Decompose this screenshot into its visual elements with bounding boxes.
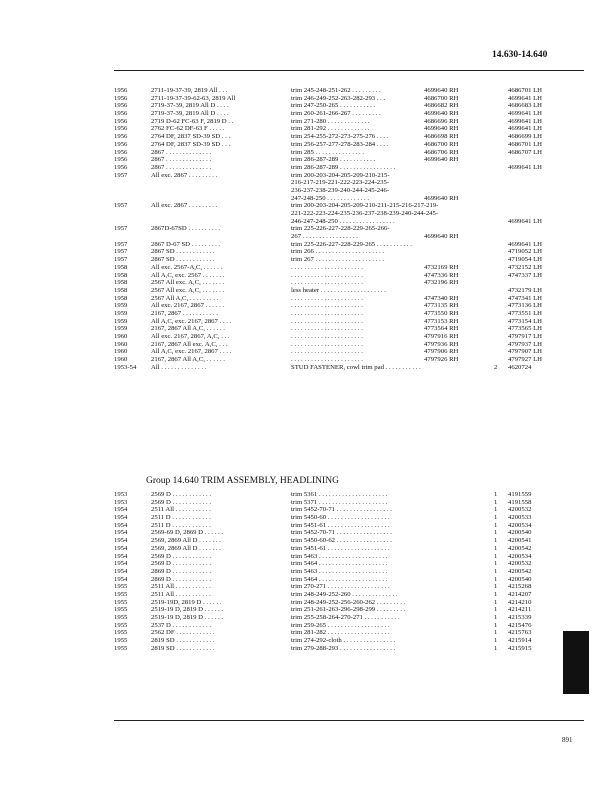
description-cell: 2867 SD . . . . . . . . . . . . [151, 248, 215, 256]
part-number-cell: 4797937 LH [508, 340, 542, 348]
part-number-cell: 4200533 [508, 514, 532, 522]
trim-cell: 267 . . . . . . . . . . . . . . . . . [291, 233, 358, 241]
year-cell: 1954 [114, 544, 128, 552]
trim-cell: trim 5464 . . . . . . . . . . . . . . . . . . . . . [291, 560, 388, 568]
description-cell: 2867 D-67 SD . . . . . . . . . [151, 240, 221, 248]
trim-cell: . . . . . . . . . . . . . . . . . . . . . . [291, 317, 363, 325]
trim-cell: . . . . . . . . . . . . . . . . . . . . . . [291, 271, 363, 279]
part-number-cell: 4686701 LH [508, 140, 542, 148]
code-cell: 4699640 RH [424, 125, 459, 133]
description-cell: 2519-19D, 2819 D . . . . . . [151, 598, 222, 606]
trim-cell: trim 267 . . . . . . . . . . . . . . . . . . . . . [291, 256, 385, 264]
trim-cell: trim 274-292-cloth . . . . . . . . . . . . . . . . [291, 637, 396, 645]
trim-cell: . . . . . . . . . . . . . . . . . . . . . . [291, 279, 363, 287]
trim-cell: trim 248-249-252-260 . . . . . . . . . . . . . . [291, 590, 398, 598]
trim-cell: trim 271-280 . . . . . . . . . . . . . [291, 117, 370, 125]
year-cell: 1955 [114, 606, 128, 614]
trim-cell: 246-247-248-250 . . . . . . . . . . . . . . . . . [291, 217, 395, 225]
qty-cell: 1 [494, 644, 498, 652]
qty-cell: 1 [494, 583, 498, 591]
trim-cell: trim 286-287-289 . . . . . . . . . . . . . . . . . [291, 163, 396, 171]
part-number-cell: 4699641 LH [508, 94, 542, 102]
description-cell: 2567 All A,C, . . . . . . . . . [151, 294, 219, 302]
description-cell: All exc. 2867 . . . . . . . . . [151, 171, 218, 179]
trim-cell: . . . . . . . . . . . . . . . . . . . . . . [291, 309, 363, 317]
description-cell: 2869 D . . . . . . . . . . . . [151, 567, 212, 575]
code-cell: 4773564 RH [424, 325, 459, 333]
trim-cell: trim 246-249-252-263-282-293 . . . [291, 94, 386, 102]
description-cell: 2569, 2869 All D . . . . . . . [151, 537, 221, 545]
description-cell: 2869 D . . . . . . . . . . . . [151, 575, 212, 583]
year-cell: 1955 [114, 644, 128, 652]
trim-cell: . . . . . . . . . . . . . . . . . . . . . . [291, 325, 363, 333]
part-number-cell: 4215268 [508, 583, 532, 591]
description-cell: All exc. 2167, 2867 . . . . . . [151, 302, 224, 310]
description-cell: 2867 . . . . . . . . . . . . . . [151, 156, 212, 164]
year-cell: 1957 [114, 240, 128, 248]
year-cell: 1956 [114, 163, 128, 171]
code-cell: 4797936 RH [424, 340, 459, 348]
year-cell: 1956 [114, 110, 128, 118]
qty-cell: 1 [494, 567, 498, 575]
description-cell: 2569 D . . . . . . . . . . . . [151, 560, 212, 568]
code-cell: 4686682 RH [424, 102, 459, 110]
year-cell: 1954 [114, 529, 128, 537]
code-cell: 4699640 RH [424, 233, 459, 241]
year-cell: 1955 [114, 621, 128, 629]
trim-cell: trim 5451-61 . . . . . . . . . . . . . . . . . . . [291, 521, 390, 529]
trim-cell: 221-222-223-224-235-236-237-238-239-240-244-245- [291, 210, 439, 217]
year-cell: 1954 [114, 521, 128, 529]
trim-cell: trim 5450-60-62 . . . . . . . . . . . . . . . . . [291, 537, 392, 545]
year-cell: 1956 [114, 117, 128, 125]
code-cell: 4686696 RH [424, 117, 459, 125]
year-cell: 1954 [114, 506, 128, 514]
part-number-cell: 4214211 [508, 606, 532, 614]
code-cell: 4732169 RH [424, 263, 459, 271]
code-cell: 4686706 RH [424, 148, 459, 156]
qty-cell: 1 [494, 598, 498, 606]
trim-cell: trim 255-258-264-270-271 . . . . . . . . . . . [291, 614, 400, 621]
description-cell: 2867 . . . . . . . . . . . . . . [151, 148, 212, 156]
year-cell: 1958 [114, 294, 128, 302]
part-number-cell: 4215914 [508, 637, 532, 645]
trim-cell: trim 225-226-227-228-229-265 . . . . . . . . . . . [291, 240, 412, 248]
part-number-cell: 4686707 LH [508, 148, 542, 156]
description-cell: All A,C, exc. 2167, 2867 . . . . [151, 317, 232, 325]
part-number-cell: 4200542 [508, 567, 532, 575]
trim-cell: 236-237-238-239-240-244-245-246- [291, 186, 390, 194]
trim-cell: . . . . . . . . . . . . . . . . . . . . . . [291, 294, 363, 302]
trim-cell: trim 286-287-289 . . . . . . . . . . . [291, 156, 376, 164]
year-cell: 1956 [114, 125, 128, 133]
code-cell: 4797926 RH [424, 356, 459, 364]
description-cell: 2711-19-37-39-62-63, 2819 All [151, 94, 236, 102]
description-cell: 2764 DF, 2837 SD-39 SD . . . [151, 140, 231, 148]
description-cell: 2567 All exc. A,C, . . . . . . . [151, 286, 225, 294]
qty-cell: 1 [494, 575, 498, 583]
description-cell: 2511 All . . . . . . . . . . . [151, 583, 211, 591]
year-cell: 1955 [114, 598, 128, 606]
part-number-cell: 4200540 [508, 575, 532, 583]
year-cell: 1960 [114, 348, 128, 356]
year-cell: 1956 [114, 140, 128, 148]
qty-cell: 1 [494, 514, 498, 522]
trim-cell: trim 5371 . . . . . . . . . . . . . . . . . . . . . [291, 498, 388, 506]
description-cell: 2719-37-39, 2819 All D . . . . [151, 110, 229, 118]
part-number-cell: 4200532 [508, 560, 532, 568]
year-cell: 1956 [114, 94, 128, 102]
part-number-cell: 4215915 [508, 644, 532, 652]
year-cell: 1955 [114, 583, 128, 591]
trim-cell: 216-217-219-221-222-223-224-235- [291, 179, 390, 187]
trim-cell: less heater . . . . . . . . . . . . . . . . . . . . [291, 286, 386, 294]
year-cell: 1959 [114, 325, 128, 333]
code-cell: 4797916 RH [424, 333, 459, 340]
qty-cell: 1 [494, 537, 498, 545]
description-cell: 2519-19 D, 2819 D . . . . . . [151, 606, 224, 614]
code-cell: 4747340 RH [424, 294, 459, 302]
part-number-cell: 4773565 LH [508, 325, 542, 333]
trim-cell: . . . . . . . . . . . . . . . . . . . . . . [291, 348, 363, 356]
year-cell: 1953 [114, 498, 128, 506]
year-cell: 1957 [114, 171, 128, 179]
year-cell: 1956 [114, 156, 128, 164]
part-number-cell: 4686699 LH [508, 133, 542, 141]
qty-cell: 1 [494, 606, 498, 614]
description-cell: 2719 D-62 FC-63 F, 2819 D . . [151, 117, 234, 125]
year-cell: 1957 [114, 202, 128, 210]
description-cell: 2167, 2867 All A,C, . . . . . . [151, 356, 225, 364]
top-rule [114, 70, 584, 71]
description-cell: 2511 All . . . . . . . . . . . [151, 590, 211, 598]
description-cell: 2569 D . . . . . . . . . . . . [151, 552, 212, 560]
year-cell: 1960 [114, 340, 128, 348]
description-cell: 2867 . . . . . . . . . . . . . . [151, 163, 212, 171]
part-number-cell: 4200534 [508, 552, 532, 560]
year-cell: 1956 [114, 102, 128, 110]
trim-cell: trim 259-265 . . . . . . . . . . . . . . . . . . . [291, 621, 390, 629]
code-cell: 4747336 RH [424, 271, 459, 279]
part-number-cell: 4191559 [508, 491, 532, 498]
code-cell: 4773135 RH [424, 302, 459, 310]
trim-cell: . . . . . . . . . . . . . . . . . . . . . . [291, 302, 363, 310]
bottom-rule [114, 720, 584, 721]
part-number-cell: 4699641 LH [508, 163, 542, 171]
trim-cell: trim 5452-70-71 . . . . . . . . . . . . . . . . . [291, 529, 392, 537]
part-number-cell: 4215339 [508, 614, 532, 621]
description-cell: All exc. 2567-A,C, . . . . . . [151, 263, 223, 271]
part-number-cell: 4620724 [508, 363, 532, 371]
trim-cell: . . . . . . . . . . . . . . . . . . . . . . [291, 356, 363, 364]
description-cell: 2819 SD . . . . . . . . . . . . [151, 644, 215, 652]
trim-cell: trim 200-203-204-205-209-210-215- [291, 171, 390, 179]
page-header-range: 14.630-14.640 [492, 50, 548, 60]
part-number-cell: 4200542 [508, 544, 532, 552]
description-cell: 2867 SD . . . . . . . . . . . . [151, 256, 215, 264]
part-number-cell: 4215763 [508, 629, 532, 637]
description-cell: 2511 D . . . . . . . . . . . . [151, 521, 211, 529]
year-cell: 1956 [114, 133, 128, 141]
description-cell: 2762 FC-62 DF-63 F . . . . . [151, 125, 225, 133]
part-number-cell: 4686701 LH [508, 87, 542, 94]
year-cell: 1954 [114, 552, 128, 560]
trim-cell: trim 266 . . . . . . . . . . . . . . . . . . . . . [291, 248, 385, 256]
qty-cell: 1 [494, 529, 498, 537]
year-cell: 1953 [114, 491, 128, 498]
trim-cell: trim 5452-70-71 . . . . . . . . . . . . . . . . . [291, 506, 392, 514]
trim-cell: trim 279-288-293 . . . . . . . . . . . . . . . . . [291, 644, 396, 652]
part-number-cell: 4200534 [508, 521, 532, 529]
trim-cell: 247-248-250 . . . . . . . . . . . . . [291, 194, 370, 202]
trim-cell: trim 281-282 . . . . . . . . . . . . . . . . . . . [291, 629, 390, 637]
year-cell: 1954 [114, 560, 128, 568]
year-cell: 1959 [114, 317, 128, 325]
year-cell: 1959 [114, 309, 128, 317]
trim-cell: trim 254-255-272-273-275-276 . . . . [291, 133, 389, 141]
description-cell: 2167, 2867 All A,C, . . . . . . [151, 325, 225, 333]
code-cell: 4699640 RH [424, 110, 459, 118]
trim-cell: STUD FASTENER, cowl trim pad . . . . . . . . . . . [291, 363, 421, 371]
part-number-cell: 4773551 LH [508, 309, 542, 317]
trim-cell: trim 247-250-265 . . . . . . . . . . . [291, 102, 376, 110]
description-cell: All exc. 2867 . . . . . . . . . [151, 202, 218, 210]
year-cell: 1957 [114, 256, 128, 264]
description-cell: 2569 D . . . . . . . . . . . . [151, 491, 212, 498]
trim-cell: trim 256-257-277-278-283-284 . . . . [291, 140, 389, 148]
code-cell: 4797906 RH [424, 348, 459, 356]
year-cell: 1955 [114, 614, 128, 621]
part-number-cell: 4200541 [508, 537, 532, 545]
part-number-cell: 4699641 LH [508, 110, 542, 118]
description-cell: All . . . . . . . . . . . . . . [151, 363, 207, 371]
trim-cell: trim 225-226-227-228-229-265-266- [291, 225, 390, 233]
trim-cell: trim 5361 . . . . . . . . . . . . . . . . . . . . . [291, 491, 388, 498]
part-number-cell: 4719054 LH [508, 256, 542, 264]
section-tab-marker [563, 631, 589, 694]
qty-cell: 1 [494, 521, 498, 529]
part-number-cell: 4214207 [508, 590, 532, 598]
year-cell: 1956 [114, 148, 128, 156]
part-number-cell: 4699641 LH [508, 117, 542, 125]
code-cell: 4699640 RH [424, 194, 459, 202]
year-cell: 1958 [114, 279, 128, 287]
year-cell: 1955 [114, 629, 128, 637]
description-cell: All A,C, exc. 2567 . . . . . . . [151, 271, 225, 279]
trim-cell: trim 248-249-252-256-260-262 . . . . . . . . . [291, 598, 406, 606]
trim-cell: trim 200-203-204-205-209-210-211-215-216-217-219- [291, 202, 439, 210]
description-cell: 2167, 2867 . . . . . . . . . . . [151, 309, 218, 317]
year-cell: 1958 [114, 263, 128, 271]
part-number-cell: 4773136 LH [508, 302, 542, 310]
year-cell: 1956 [114, 87, 128, 94]
description-cell: 2819 SD . . . . . . . . . . . . [151, 637, 215, 645]
code-cell: 4732196 RH [424, 279, 459, 287]
trim-cell: trim 5463 . . . . . . . . . . . . . . . . . . . . . [291, 552, 388, 560]
trim-cell: trim 5463 . . . . . . . . . . . . . . . . . . . . . [291, 567, 388, 575]
part-number-cell: 4732179 LH [508, 286, 542, 294]
qty-cell: 1 [494, 552, 498, 560]
description-cell: 2711-19-37-39, 2819 All . . . [151, 87, 228, 94]
part-number-cell: 4797907 LH [508, 348, 542, 356]
trim-cell: . . . . . . . . . . . . . . . . . . . . . . [291, 263, 363, 271]
description-cell: 2511 All . . . . . . . . . . . [151, 506, 211, 514]
qty-cell: 1 [494, 621, 498, 629]
code-cell: 4699640 RH [424, 87, 459, 94]
group-title: Group 14.640 TRIM ASSEMBLY, HEADLINING [146, 476, 339, 486]
description-cell: 2537 D . . . . . . . . . . . . [151, 621, 212, 629]
part-number-cell: 4797917 LH [508, 333, 542, 340]
page-number: 891 [562, 736, 573, 744]
part-number-cell: 4200540 [508, 529, 532, 537]
description-cell: 2562 DF . . . . . . . . . . . . [151, 629, 215, 637]
trim-cell: trim 285 . . . . . . . . . . . . . . . [291, 148, 365, 156]
year-cell: 1953-54 [114, 363, 137, 371]
part-number-cell: 4747341 LH [508, 294, 542, 302]
part-number-cell: 4215476 [508, 621, 532, 629]
code-cell: 4686700 RH [424, 140, 459, 148]
trim-cell: trim 245-248-251-262 . . . . . . . . . [291, 87, 381, 94]
year-cell: 1958 [114, 271, 128, 279]
description-cell: 2569-69 D, 2869 D . . . . . . [151, 529, 224, 537]
year-cell: 1955 [114, 637, 128, 645]
part-number-cell: 4191558 [508, 498, 532, 506]
description-cell: 2867D-67SD . . . . . . . . . . [151, 225, 221, 233]
part-number-cell: 4699641 LH [508, 217, 542, 225]
description-cell: All A,C, exc. 2167, 2867 . . . . [151, 348, 232, 356]
qty-cell: 1 [494, 506, 498, 514]
year-cell: 1954 [114, 514, 128, 522]
qty-cell: 1 [494, 629, 498, 637]
description-cell: 2511 D . . . . . . . . . . . . [151, 514, 211, 522]
code-cell: 4686700 RH [424, 94, 459, 102]
trim-cell: trim 260-261-266-267 . . . . . . . . . [291, 110, 381, 118]
code-cell: 4699640 RH [424, 156, 459, 164]
code-cell: 4773153 RH [424, 317, 459, 325]
qty-cell: 2 [494, 363, 498, 371]
description-cell: 2764 DF, 2837 SD-39 SD . . . [151, 133, 231, 141]
part-number-cell: 4699641 LH [508, 240, 542, 248]
description-cell: 2519-19 D, 2819 D . . . . . . [151, 614, 224, 621]
qty-cell: 1 [494, 560, 498, 568]
description-cell: 2167, 2867 All exc. A,C, . . . [151, 340, 228, 348]
qty-cell: 1 [494, 637, 498, 645]
part-number-cell: 4773154 LH [508, 317, 542, 325]
qty-cell: 1 [494, 498, 498, 506]
qty-cell: 1 [494, 544, 498, 552]
trim-cell: trim 270-271 . . . . . . . . . . . . . . . . . . . [291, 583, 390, 591]
year-cell: 1960 [114, 333, 128, 340]
part-number-cell: 4732152 LH [508, 263, 542, 271]
year-cell: 1957 [114, 225, 128, 233]
code-cell: 4773550 RH [424, 309, 459, 317]
part-number-cell: 4214210 [508, 598, 532, 606]
year-cell: 1957 [114, 248, 128, 256]
part-number-cell: 4699641 LH [508, 125, 542, 133]
trim-cell: trim 5451-61 . . . . . . . . . . . . . . . . . . . [291, 544, 390, 552]
part-number-cell: 4686683 LH [508, 102, 542, 110]
qty-cell: 1 [494, 491, 498, 498]
description-cell: 2569, 2869 All D . . . . . . . [151, 544, 221, 552]
year-cell: 1959 [114, 302, 128, 310]
code-cell: 4686698 RH [424, 133, 459, 141]
description-cell: 2569 D . . . . . . . . . . . . [151, 498, 212, 506]
trim-cell: trim 5450-60 . . . . . . . . . . . . . . . . . . . [291, 514, 390, 522]
year-cell: 1955 [114, 590, 128, 598]
year-cell: 1954 [114, 567, 128, 575]
year-cell: 1960 [114, 356, 128, 364]
qty-cell: 1 [494, 590, 498, 598]
year-cell: 1954 [114, 575, 128, 583]
part-number-cell: 4747337 LH [508, 271, 542, 279]
trim-cell: trim 281-292 . . . . . . . . . . . . . [291, 125, 370, 133]
part-number-cell: 4719052 LH [508, 248, 542, 256]
description-cell: All exc. 2167, 2867, A,C, . . . [151, 333, 230, 340]
year-cell: 1954 [114, 537, 128, 545]
description-cell: 2567 All exc. A,C, . . . . . . . [151, 279, 225, 287]
trim-cell: . . . . . . . . . . . . . . . . . . . . . . [291, 333, 363, 340]
year-cell: 1958 [114, 286, 128, 294]
trim-cell: trim 5464 . . . . . . . . . . . . . . . . . . . . . [291, 575, 388, 583]
part-number-cell: 4200532 [508, 506, 532, 514]
trim-cell: . . . . . . . . . . . . . . . . . . . . . . [291, 340, 363, 348]
qty-cell: 1 [494, 614, 498, 621]
trim-cell: trim 251-261-263-296-298-299 . . . . . . . . . [291, 606, 406, 614]
part-number-cell: 4797927 LH [508, 356, 542, 364]
description-cell: 2719-37-39, 2819 All D . . . . [151, 102, 229, 110]
